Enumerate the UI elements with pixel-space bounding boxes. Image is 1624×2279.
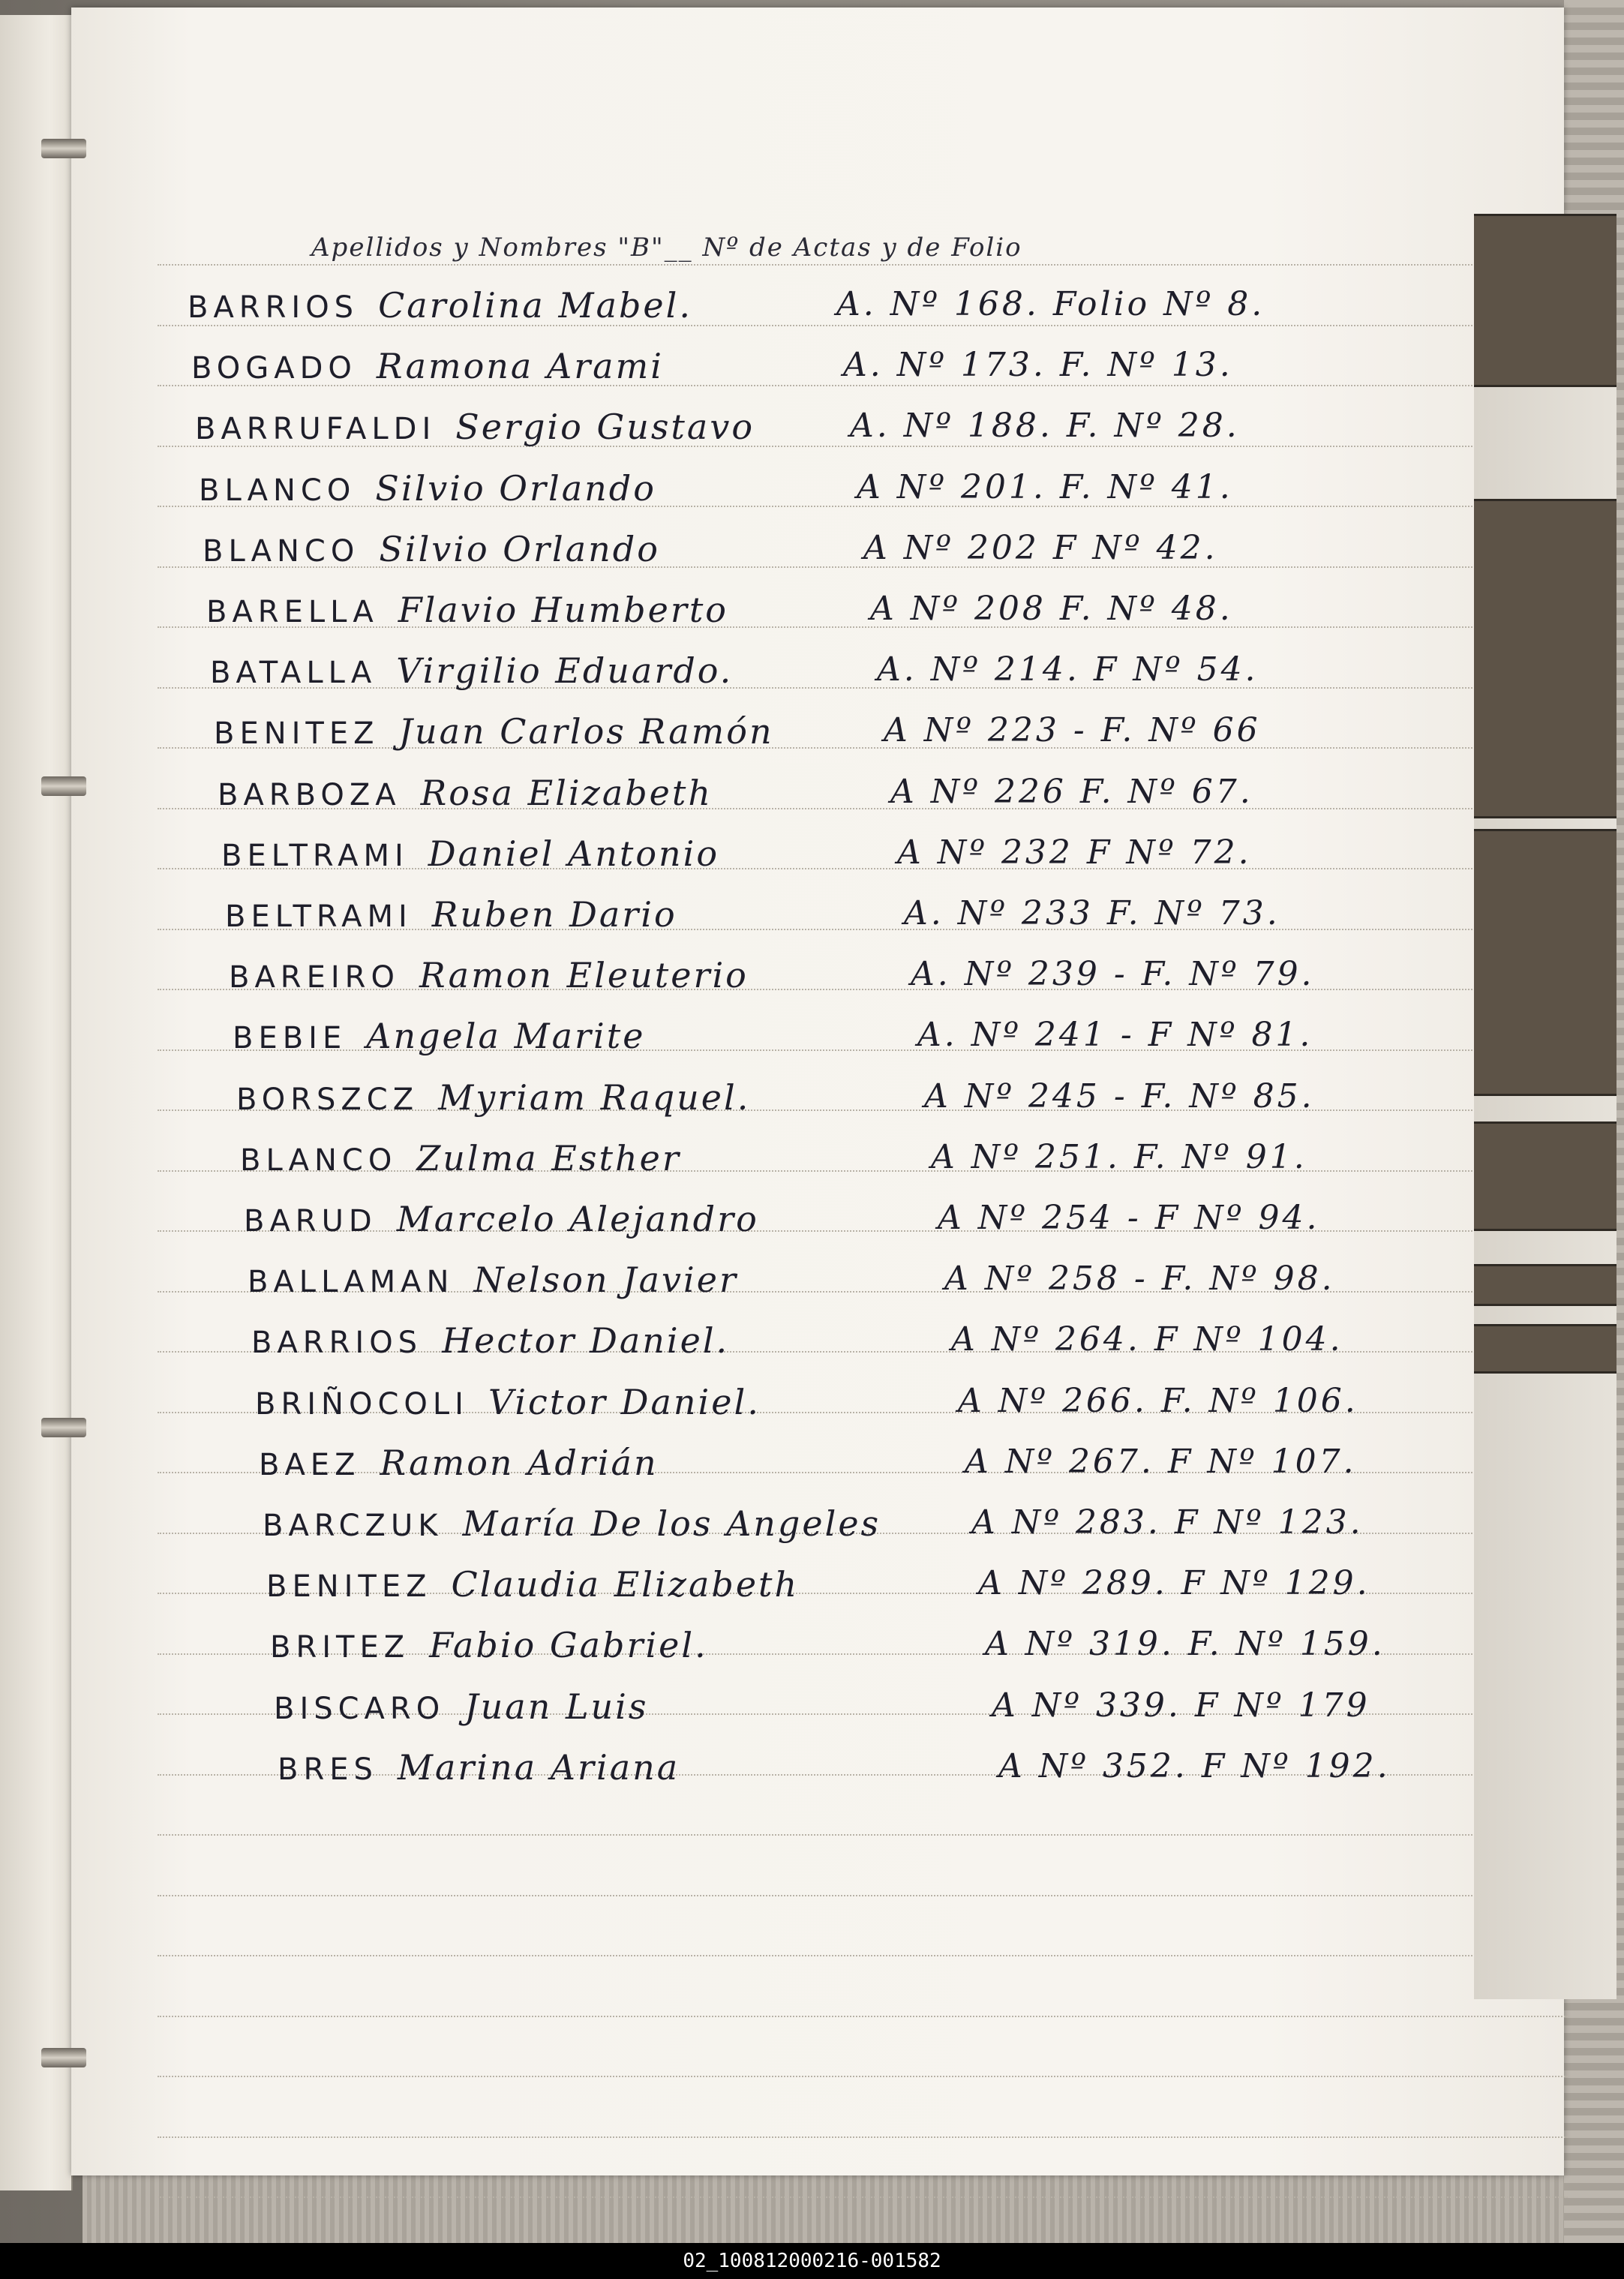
entry-acta-folio: A Nº 208 F. Nº 48. xyxy=(870,590,1233,628)
entry-name xyxy=(214,711,774,752)
index-tab xyxy=(1474,1264,1616,1306)
entry-given-names: Claudia Elizabeth xyxy=(451,1564,800,1605)
entry-surname: BARRUFALDI xyxy=(195,412,437,447)
image-caption: 02_100812000216-001582 xyxy=(0,2243,1624,2279)
entry-row xyxy=(71,468,1564,521)
entry-acta-folio: A. Nº 188. F. Nº 28. xyxy=(850,407,1240,446)
entry-surname: BAREIRO xyxy=(229,960,400,995)
entry-given-names: Hector Daniel. xyxy=(442,1320,730,1362)
entry-name xyxy=(233,1016,645,1056)
entry-name xyxy=(251,1320,729,1361)
entry-name xyxy=(203,529,660,569)
entry-given-names: Marcelo Alejandro xyxy=(396,1199,759,1239)
entry-acta-folio: A. Nº 239 - F. Nº 79. xyxy=(911,955,1315,994)
entry-acta-folio: A. Nº 214. F Nº 54. xyxy=(877,650,1259,689)
entry-surname: BARCZUK xyxy=(263,1509,443,1543)
index-tabs xyxy=(1474,214,1620,1999)
entry-given-names: Daniel Antonio xyxy=(428,833,720,874)
entry-acta-folio: A Nº 283. F Nº 123. xyxy=(971,1503,1364,1542)
entry-name xyxy=(248,1260,738,1300)
entry-acta-folio: A Nº 267. F Nº 107. xyxy=(965,1442,1357,1481)
entry-row xyxy=(71,1747,1564,1800)
ledger-page xyxy=(71,8,1564,2175)
entry-acta-folio: A Nº 258 - F. Nº 98. xyxy=(944,1260,1335,1299)
binder-ring xyxy=(41,2048,86,2067)
cover-cloth-edge xyxy=(83,2175,1624,2243)
entry-acta-folio: A Nº 319. F. Nº 159. xyxy=(985,1625,1385,1664)
index-tab xyxy=(1474,829,1616,1096)
entry-given-names: Rosa Elizabeth xyxy=(420,772,713,813)
entry-name xyxy=(206,590,728,630)
entry-name xyxy=(199,468,656,509)
entry-name xyxy=(210,650,733,691)
entry-acta-folio: A Nº 352. F Nº 192. xyxy=(998,1746,1391,1785)
entry-surname: BAEZ xyxy=(259,1447,361,1482)
entry-name xyxy=(259,1443,659,1483)
entry-acta-folio: A Nº 264. F Nº 104. xyxy=(951,1320,1343,1359)
entry-surname: BOGADO xyxy=(191,351,357,386)
entry-surname: BALLAMAN xyxy=(248,1265,455,1300)
entry-name xyxy=(188,285,692,326)
entry-acta-folio: A Nº 251. F. Nº 91. xyxy=(931,1137,1307,1176)
entry-given-names: Juan Carlos Ramón xyxy=(398,711,774,752)
ruled-line xyxy=(158,1955,1568,1956)
entry-given-names: Angela Marite xyxy=(366,1016,646,1057)
entry-surname: BLANCO xyxy=(240,1143,398,1178)
entry-given-names: Ramon Eleuterio xyxy=(419,955,749,996)
tab-strip xyxy=(1474,214,1616,1999)
entry-surname: BLANCO xyxy=(203,533,360,569)
binder-ring xyxy=(41,139,86,158)
entry-surname: BRIÑOCOLI xyxy=(255,1386,469,1422)
entry-given-names: María De los Angeles xyxy=(462,1503,881,1544)
entry-surname: BELTRAMI xyxy=(225,899,413,934)
binder-ring xyxy=(41,776,86,796)
entry-surname: BRITEZ xyxy=(270,1630,410,1665)
index-tab xyxy=(1474,1324,1616,1374)
entry-acta-folio: A. Nº 168. Folio Nº 8. xyxy=(836,285,1265,323)
entry-given-names: Nelson Javier xyxy=(473,1260,738,1301)
entry-acta-folio: A Nº 232 F Nº 72. xyxy=(897,833,1252,872)
entry-row xyxy=(71,773,1564,825)
entry-surname: BARRIOS xyxy=(188,290,359,325)
entry-given-names: Victor Daniel. xyxy=(488,1381,761,1422)
entry-acta-folio: A Nº 223 - F. Nº 66 xyxy=(884,711,1261,750)
entry-surname: BARBOZA xyxy=(218,777,401,812)
ruled-line xyxy=(158,2196,1568,2198)
entry-name xyxy=(278,1747,680,1788)
entry-acta-folio: A. Nº 173. F. Nº 13. xyxy=(843,346,1233,385)
entry-given-names: Fabio Gabriel. xyxy=(429,1625,708,1666)
entry-surname: BATALLA xyxy=(210,656,377,691)
entry-row xyxy=(71,711,1564,764)
entry-row xyxy=(71,1443,1564,1495)
entry-name xyxy=(225,894,677,935)
entry-row xyxy=(71,285,1564,338)
entry-name xyxy=(244,1199,759,1239)
entry-acta-folio: A Nº 201. F. Nº 41. xyxy=(857,467,1233,506)
entry-surname: BARUD xyxy=(244,1204,377,1239)
entry-given-names: Ruben Dario xyxy=(431,894,677,935)
entry-given-names: Juan Luis xyxy=(464,1686,649,1727)
entry-row xyxy=(71,1564,1564,1617)
entry-row xyxy=(71,1503,1564,1556)
entry-surname: BISCARO xyxy=(274,1691,446,1726)
entry-given-names: Marina Ariana xyxy=(397,1746,680,1788)
entry-name xyxy=(236,1077,750,1118)
entry-acta-folio: A Nº 202 F Nº 42. xyxy=(863,528,1218,567)
entry-row xyxy=(71,529,1564,581)
index-tab xyxy=(1474,1121,1616,1231)
entry-surname: BRES xyxy=(278,1752,378,1787)
entry-row xyxy=(71,955,1564,1007)
entry-name xyxy=(263,1503,881,1544)
entry-given-names: Zulma Esther xyxy=(416,1137,681,1179)
entry-surname: BEBIE xyxy=(233,1021,347,1056)
entry-name xyxy=(274,1686,648,1727)
entry-name xyxy=(240,1138,681,1179)
entry-acta-folio: A. Nº 233 F. Nº 73. xyxy=(904,894,1280,932)
entry-given-names: Virgilio Eduardo. xyxy=(396,650,734,692)
entry-surname: BARRIOS xyxy=(251,1326,423,1361)
entry-row xyxy=(71,833,1564,886)
ruled-line xyxy=(158,1834,1568,1836)
binder-ring xyxy=(41,1418,86,1437)
entry-row xyxy=(71,1686,1564,1739)
entry-row xyxy=(71,1382,1564,1434)
entry-row xyxy=(71,590,1564,642)
entry-name xyxy=(270,1625,708,1665)
entry-surname: BENITEZ xyxy=(214,716,380,752)
entry-row xyxy=(71,1077,1564,1130)
left-page-edge xyxy=(0,15,73,2190)
index-tab xyxy=(1474,499,1616,818)
entry-acta-folio: A Nº 266. F. Nº 106. xyxy=(958,1381,1358,1420)
entry-surname: BORSZCZ xyxy=(236,1082,419,1117)
ruled-line xyxy=(158,2016,1568,2017)
entry-name xyxy=(191,346,664,386)
entry-name xyxy=(195,407,755,447)
entry-given-names: Carolina Mabel. xyxy=(378,285,692,326)
entry-acta-folio: A Nº 245 - F. Nº 85. xyxy=(924,1076,1315,1115)
entry-given-names: Myriam Raquel. xyxy=(438,1076,751,1118)
entry-name xyxy=(266,1564,799,1605)
entry-acta-folio: A Nº 289. F Nº 129. xyxy=(978,1564,1370,1603)
entry-row xyxy=(71,1320,1564,1373)
index-tab xyxy=(1474,214,1616,387)
entry-row xyxy=(71,650,1564,703)
ruled-line xyxy=(158,1895,1568,1896)
entry-surname: BLANCO xyxy=(199,473,356,508)
ruled-line xyxy=(158,264,1568,266)
entry-acta-folio: A Nº 254 - F Nº 94. xyxy=(938,1199,1320,1237)
entry-row xyxy=(71,894,1564,947)
entry-row xyxy=(71,346,1564,398)
ruled-line xyxy=(158,2076,1568,2077)
entry-name xyxy=(255,1382,761,1422)
entry-row xyxy=(71,1016,1564,1068)
entry-acta-folio: A Nº 226 F. Nº 67. xyxy=(890,772,1253,811)
entry-row xyxy=(71,1625,1564,1677)
entry-given-names: Silvio Orlando xyxy=(379,528,660,569)
entry-name xyxy=(229,955,749,995)
entry-given-names: Ramon Adrián xyxy=(380,1442,659,1483)
entry-row xyxy=(71,1138,1564,1191)
entry-given-names: Ramona Arami xyxy=(376,346,664,387)
entry-surname: BELTRAMI xyxy=(221,838,409,873)
entry-row xyxy=(71,407,1564,459)
entry-name xyxy=(218,773,713,813)
entry-name xyxy=(221,833,719,874)
entry-acta-folio: A Nº 339. F Nº 179 xyxy=(992,1686,1370,1725)
entry-acta-folio: A. Nº 241 - F Nº 81. xyxy=(917,1016,1313,1055)
entry-row xyxy=(71,1260,1564,1312)
entry-surname: BARELLA xyxy=(206,595,379,629)
entry-given-names: Silvio Orlando xyxy=(375,467,656,509)
ruled-line xyxy=(158,2136,1568,2138)
entry-surname: BENITEZ xyxy=(266,1569,432,1605)
entry-given-names: Sergio Gustavo xyxy=(455,407,755,448)
entry-row xyxy=(71,1199,1564,1251)
entry-given-names: Flavio Humberto xyxy=(398,590,729,630)
page-header: Apellidos y Nombres "B"__ Nº de Actas y de Folio xyxy=(311,233,1022,263)
